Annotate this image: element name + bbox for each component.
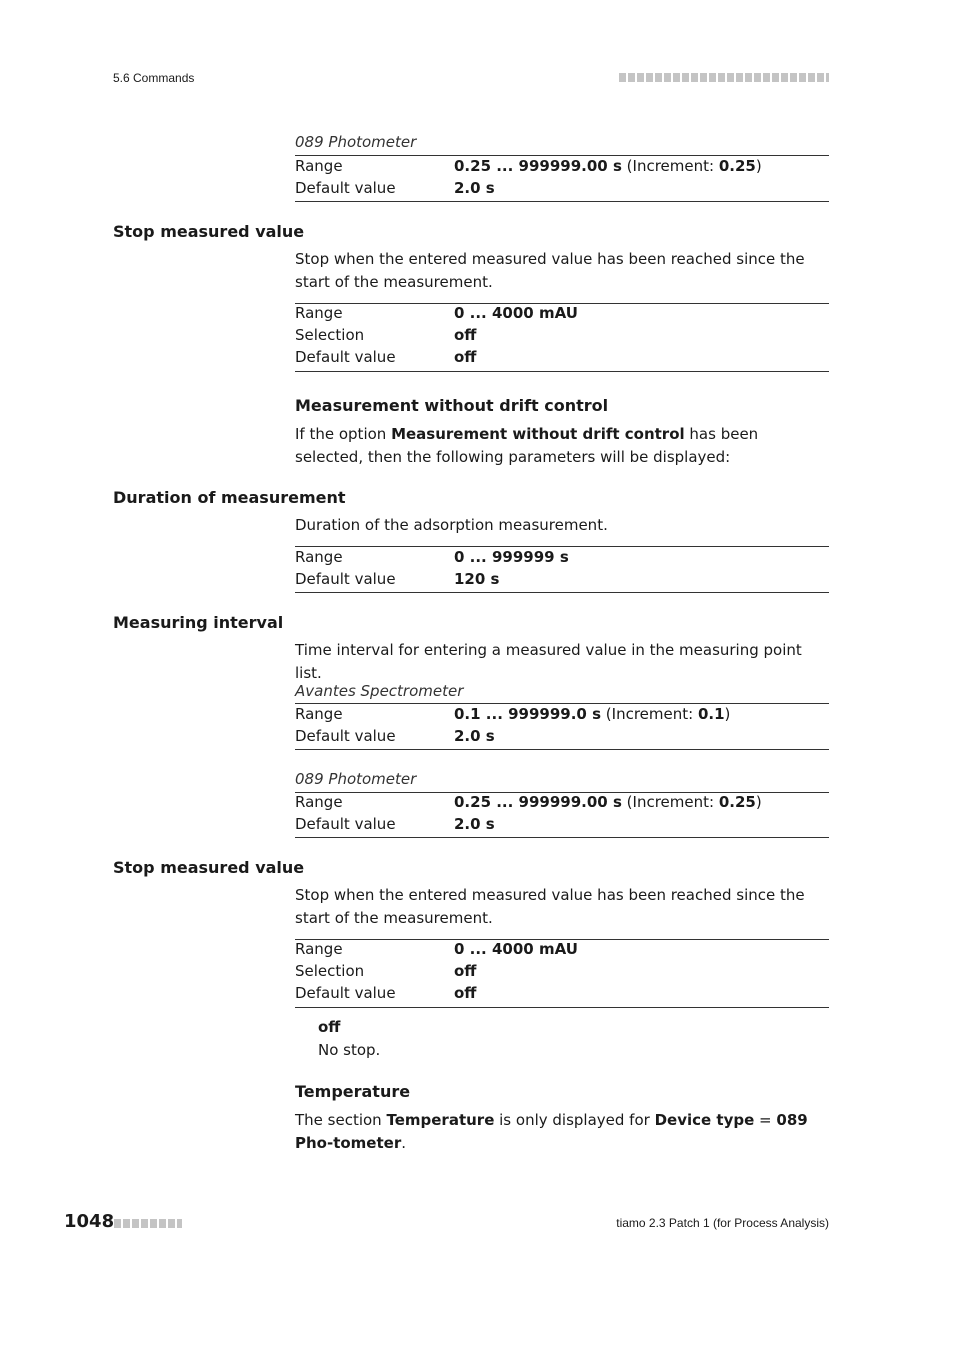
table-rule [295, 592, 829, 593]
row-label: Default value [295, 348, 396, 366]
row-label: Selection [295, 326, 365, 344]
option-term: off [318, 1018, 341, 1036]
table-row [295, 348, 829, 370]
row-label: Default value [295, 984, 396, 1002]
row-label: Range [295, 548, 343, 566]
option-description: No stop. [318, 1041, 381, 1059]
table-row [295, 962, 829, 984]
row-value: 2.0 s [454, 815, 495, 833]
table-row [295, 548, 829, 570]
row-label: Default value [295, 815, 396, 833]
table-row [295, 727, 829, 749]
table-rule [295, 837, 829, 838]
table-caption: 089 Photometer [295, 133, 417, 151]
row-value: 0.25 ... 999999.00 s (Increment: 0.25) [454, 157, 762, 175]
table-rule [295, 201, 829, 202]
row-value: off [454, 984, 477, 1002]
table-row [295, 705, 829, 727]
table-row [295, 984, 829, 1006]
table-row [295, 570, 829, 592]
table-rule [295, 371, 829, 372]
row-value: 0 ... 4000 mAU [454, 304, 578, 322]
subsection-title: Measurement without drift control [295, 396, 609, 415]
row-label: Default value [295, 727, 396, 745]
table-rule [295, 155, 829, 156]
row-value: 2.0 s [454, 179, 495, 197]
row-value: 0 ... 999999 s [454, 548, 569, 566]
section-title: Stop measured value [113, 858, 305, 877]
header-decoration [619, 73, 829, 82]
row-label: Range [295, 304, 343, 322]
section-description: Stop when the entered measured value has been reached since the start of the measurement. [295, 250, 805, 291]
row-label: Selection [295, 962, 365, 980]
table-rule [295, 703, 829, 704]
section-description: Time interval for entering a measured value in the measuring point list. [295, 641, 802, 682]
section-description: Duration of the adsorption measurement. [295, 516, 608, 534]
subsection-description: If the option Measurement without drift control has been selected, then the following parameters will be displayed: [295, 425, 759, 466]
row-label: Range [295, 940, 343, 958]
subsection-title: Temperature [295, 1082, 411, 1101]
table-row [295, 157, 829, 179]
table-rule [295, 749, 829, 750]
table-row [295, 940, 829, 962]
section-title: Duration of measurement [113, 488, 346, 507]
table-row [295, 179, 829, 201]
table-row [295, 326, 829, 348]
running-header-section: 5.6 Commands [113, 71, 195, 85]
row-value: 2.0 s [454, 727, 495, 745]
row-value: 0.1 ... 999999.0 s (Increment: 0.1) [454, 705, 731, 723]
row-value: off [454, 348, 477, 366]
table-caption: 089 Photometer [295, 770, 417, 788]
table-caption: Avantes Spectrometer [295, 682, 464, 700]
row-label: Range [295, 793, 343, 811]
row-value: 120 s [454, 570, 500, 588]
table-row [295, 815, 829, 837]
footer-decoration [114, 1219, 182, 1228]
section-title: Measuring interval [113, 613, 284, 632]
subsection-description: The section Temperature is only displayed for Device type = 089 Pho-tometer. [295, 1111, 808, 1152]
table-rule [295, 1007, 829, 1008]
page-number: 1048 [64, 1211, 115, 1232]
table-rule [295, 546, 829, 547]
section-description: Stop when the entered measured value has been reached since the start of the measurement. [295, 886, 805, 927]
row-label: Range [295, 705, 343, 723]
row-label: Default value [295, 179, 396, 197]
footer-product: tiamo 2.3 Patch 1 (for Process Analysis) [616, 1216, 829, 1230]
row-label: Range [295, 157, 343, 175]
table-row [295, 793, 829, 815]
section-title: Stop measured value [113, 222, 305, 241]
table-row [295, 304, 829, 326]
row-label: Default value [295, 570, 396, 588]
row-value: off [454, 326, 477, 344]
row-value: off [454, 962, 477, 980]
row-value: 0.25 ... 999999.00 s (Increment: 0.25) [454, 793, 762, 811]
row-value: 0 ... 4000 mAU [454, 940, 578, 958]
